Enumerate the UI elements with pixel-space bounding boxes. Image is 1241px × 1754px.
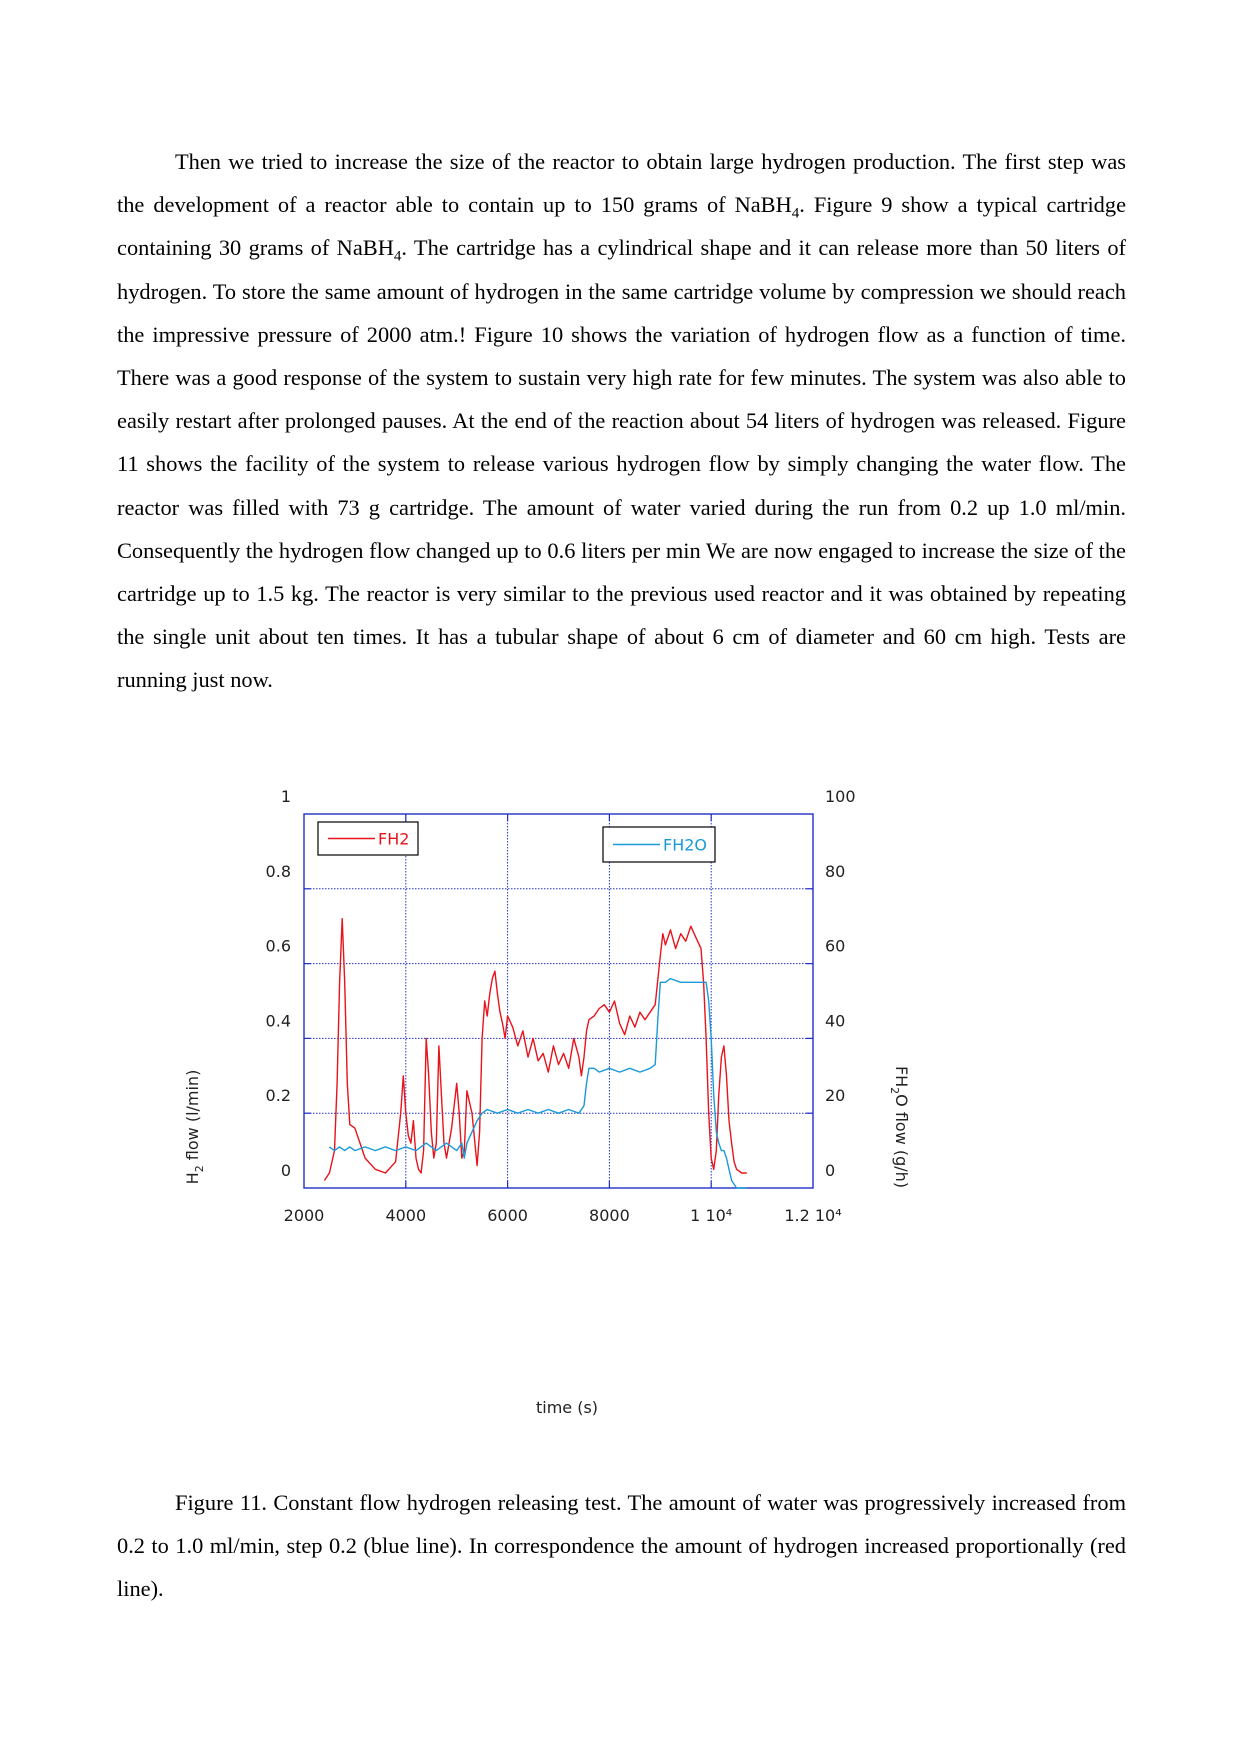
y-right-tick-label: 100 — [825, 787, 856, 806]
y-left-tick-label: 0.8 — [265, 861, 291, 881]
x-ticks — [284, 814, 842, 1225]
intro-paragraph — [117, 140, 1126, 702]
chart-series — [324, 919, 746, 1188]
intro-text-2: . Figure 9 show a typical cartridge containing 30 grams of NaBH — [117, 192, 1127, 261]
y-right-tick-label: 80 — [825, 861, 846, 881]
y-left-tick-label: 0.4 — [265, 1011, 291, 1031]
flow-chart — [150, 775, 950, 1425]
chart-legend — [318, 822, 715, 862]
y-right-axis-label: $FH_2O$ flow (g/h) — [888, 1065, 911, 1189]
chart-grid — [304, 814, 813, 1188]
chart-frame — [304, 814, 813, 1188]
y-right-tick-label: 0 — [825, 1161, 836, 1180]
y-left-tick-label: 0 — [280, 1161, 291, 1180]
x-tick-label: 2000 — [283, 1206, 325, 1225]
y-left-axis-label: $H_2$ flow (l/min) — [183, 1069, 206, 1185]
series-line-fh2 — [324, 919, 746, 1181]
legend-fh2o — [603, 827, 715, 862]
intro-text-3: . The cartridge has a cylindrical shape and it can release more than 50 liters of hydrogen. To store the same amount of hydrogen in the same cartridge volume by compression we should reach the impressive pressure of 2000 atm.! Figure 10 shows the variation of hydrogen flow as a function of time. There was a good response of the system to sustain very high rate for few minutes. The system was also able to easily restart after prolonged pauses. At the end of the reaction about 54 liters of hydrogen was released. Figure 11 shows the facility of the system to release various hydrogen flow by simply changing the water flow. The reactor was filled with 73 g cartridge. The amount of water varied during the run from 0.2 up 1.0 ml/min. Consequently the hydrogen flow changed up to 0.6 liters per min We are now engaged to increase the size of the cartridge up to 1.5 kg. The reactor is very similar to the previous used reactor and it was obtained by repeating the single unit about ten times. It has a tubular shape of about 6 cm of diameter and 60 cm high. Tests are running just now. — [117, 235, 1126, 693]
caption-text: Figure 11. Constant flow hydrogen releasing test. The amount of water was progressively increased from 0.2 to 1.0 ml/min, step 0.2 (blue line). In correspondence the amount of hydrogen increased proportionally (red line). — [117, 1490, 1126, 1602]
x-tick-label: 4000 — [385, 1206, 427, 1225]
x-tick-label: 8000 — [589, 1206, 630, 1225]
intro-subscript-1: 4 — [791, 205, 800, 222]
x-tick-label: 1.2 10⁴ — [784, 1206, 842, 1225]
y-right-tick-label: 40 — [825, 1011, 846, 1031]
figure-11 — [150, 775, 950, 1425]
legend-label: FH2 — [378, 829, 410, 849]
plot-frame — [304, 814, 813, 1188]
y-left-tick-label: 0.2 — [265, 1086, 291, 1106]
y-left-tick-label: 0.6 — [265, 936, 291, 956]
x-tick-label: 1 10⁴ — [690, 1206, 733, 1225]
legend-label: FH2O — [663, 835, 708, 855]
series-line-fh2o — [329, 979, 746, 1188]
y-right-tick-label: 60 — [825, 936, 846, 956]
x-tick-label: 6000 — [487, 1206, 528, 1225]
intro-text-1: Then we tried to increase the size of the reactor to obtain large hydrogen production. The first step was the development of a reactor able to contain up to 150 grams of NaBH — [117, 149, 1126, 218]
x-axis-label: time (s) — [535, 1398, 599, 1417]
y-right-tick-label: 20 — [825, 1086, 846, 1106]
figure-caption — [117, 1481, 1126, 1611]
y-left-tick-label: 1 — [280, 787, 291, 806]
intro-subscript-2: 4 — [393, 248, 402, 265]
legend-fh2 — [318, 822, 418, 855]
